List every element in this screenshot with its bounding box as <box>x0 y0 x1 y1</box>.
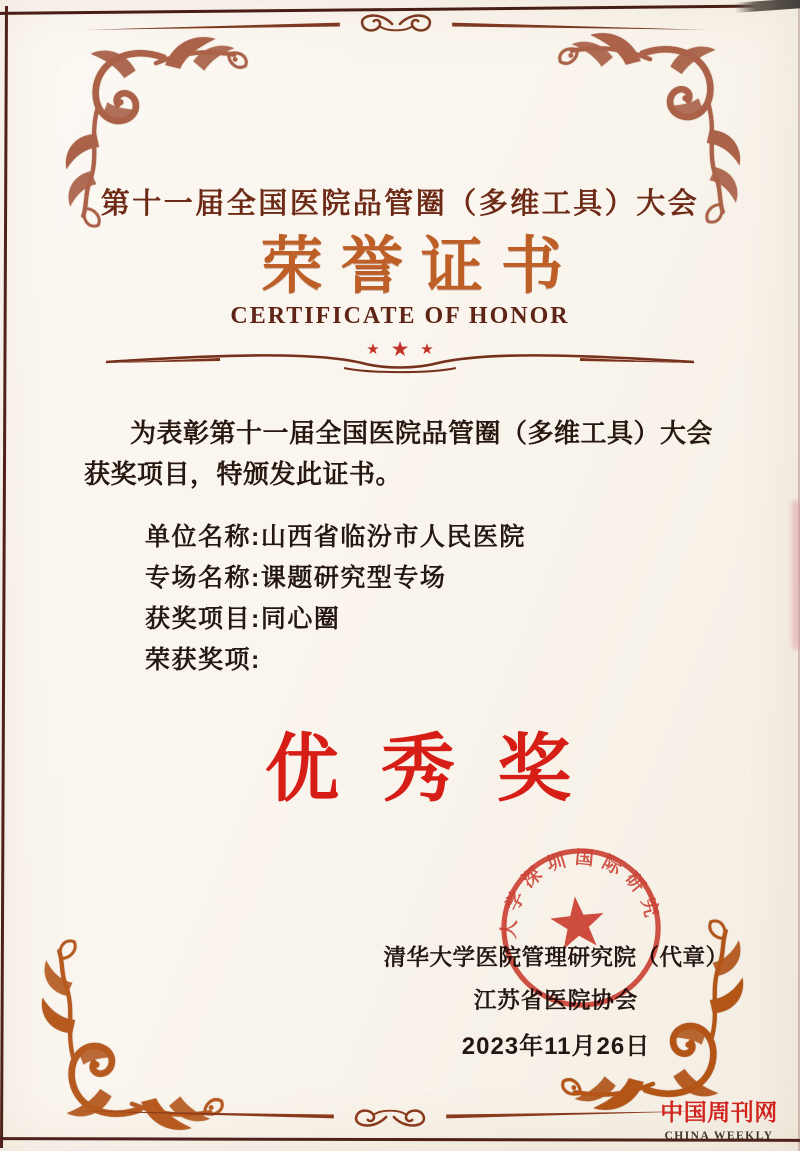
star-icon: ★ <box>390 338 410 361</box>
field-award-label: 荣获奖项: <box>145 646 261 674</box>
border-left <box>0 6 8 1148</box>
top-edge-ornament-icon <box>86 9 706 41</box>
citation-line-1: 为表彰第十一届全国医院品管圈（多维工具）大会 <box>130 418 714 448</box>
citation-line-2: 获奖项目，特颁发此证书。 <box>84 459 403 489</box>
star-divider <box>95 332 705 378</box>
ink-bleed-smudge <box>792 500 800 650</box>
field-session-name: 专场名称:课题研究型专场 <box>145 564 447 592</box>
seal-arc-text: 大学深圳国际研究 <box>497 846 665 940</box>
citation-paragraph <box>84 413 724 495</box>
watermark-cn: 中国周刊网 <box>660 1099 778 1125</box>
certificate-title <box>0 216 800 305</box>
watermark-en: CHINA WEEKLY <box>664 1130 774 1142</box>
award-name-text: 优秀奖 <box>265 729 613 811</box>
award-fields <box>145 520 526 684</box>
seal-star-icon <box>548 894 607 950</box>
conference-title: 第十一届全国医院品管圈（多维工具）大会 <box>100 188 700 220</box>
certificate-subtitle: CERTIFICATE OF HONOR <box>230 303 570 329</box>
photo-edge-shadow <box>734 0 800 13</box>
award-name <box>0 710 800 816</box>
bottom-edge-ornament-icon <box>80 1100 700 1132</box>
star-icon: ★ <box>366 341 380 358</box>
issue-date: 2023年11月26日 <box>461 1033 651 1060</box>
issuer-line-2: 江苏省医院协会 <box>473 988 639 1013</box>
issuer-line-1: 清华大学医院管理研究院（代章） <box>383 945 729 970</box>
official-seal <box>478 825 685 1032</box>
field-project-name: 获奖项目:同心圈 <box>145 605 341 633</box>
watermark <box>644 1094 794 1142</box>
star-icon: ★ <box>420 341 434 358</box>
certificate-title-text: 荣誉证书 <box>260 233 581 301</box>
field-unit-name: 单位名称:山西省临汾市人民医院 <box>145 523 526 551</box>
